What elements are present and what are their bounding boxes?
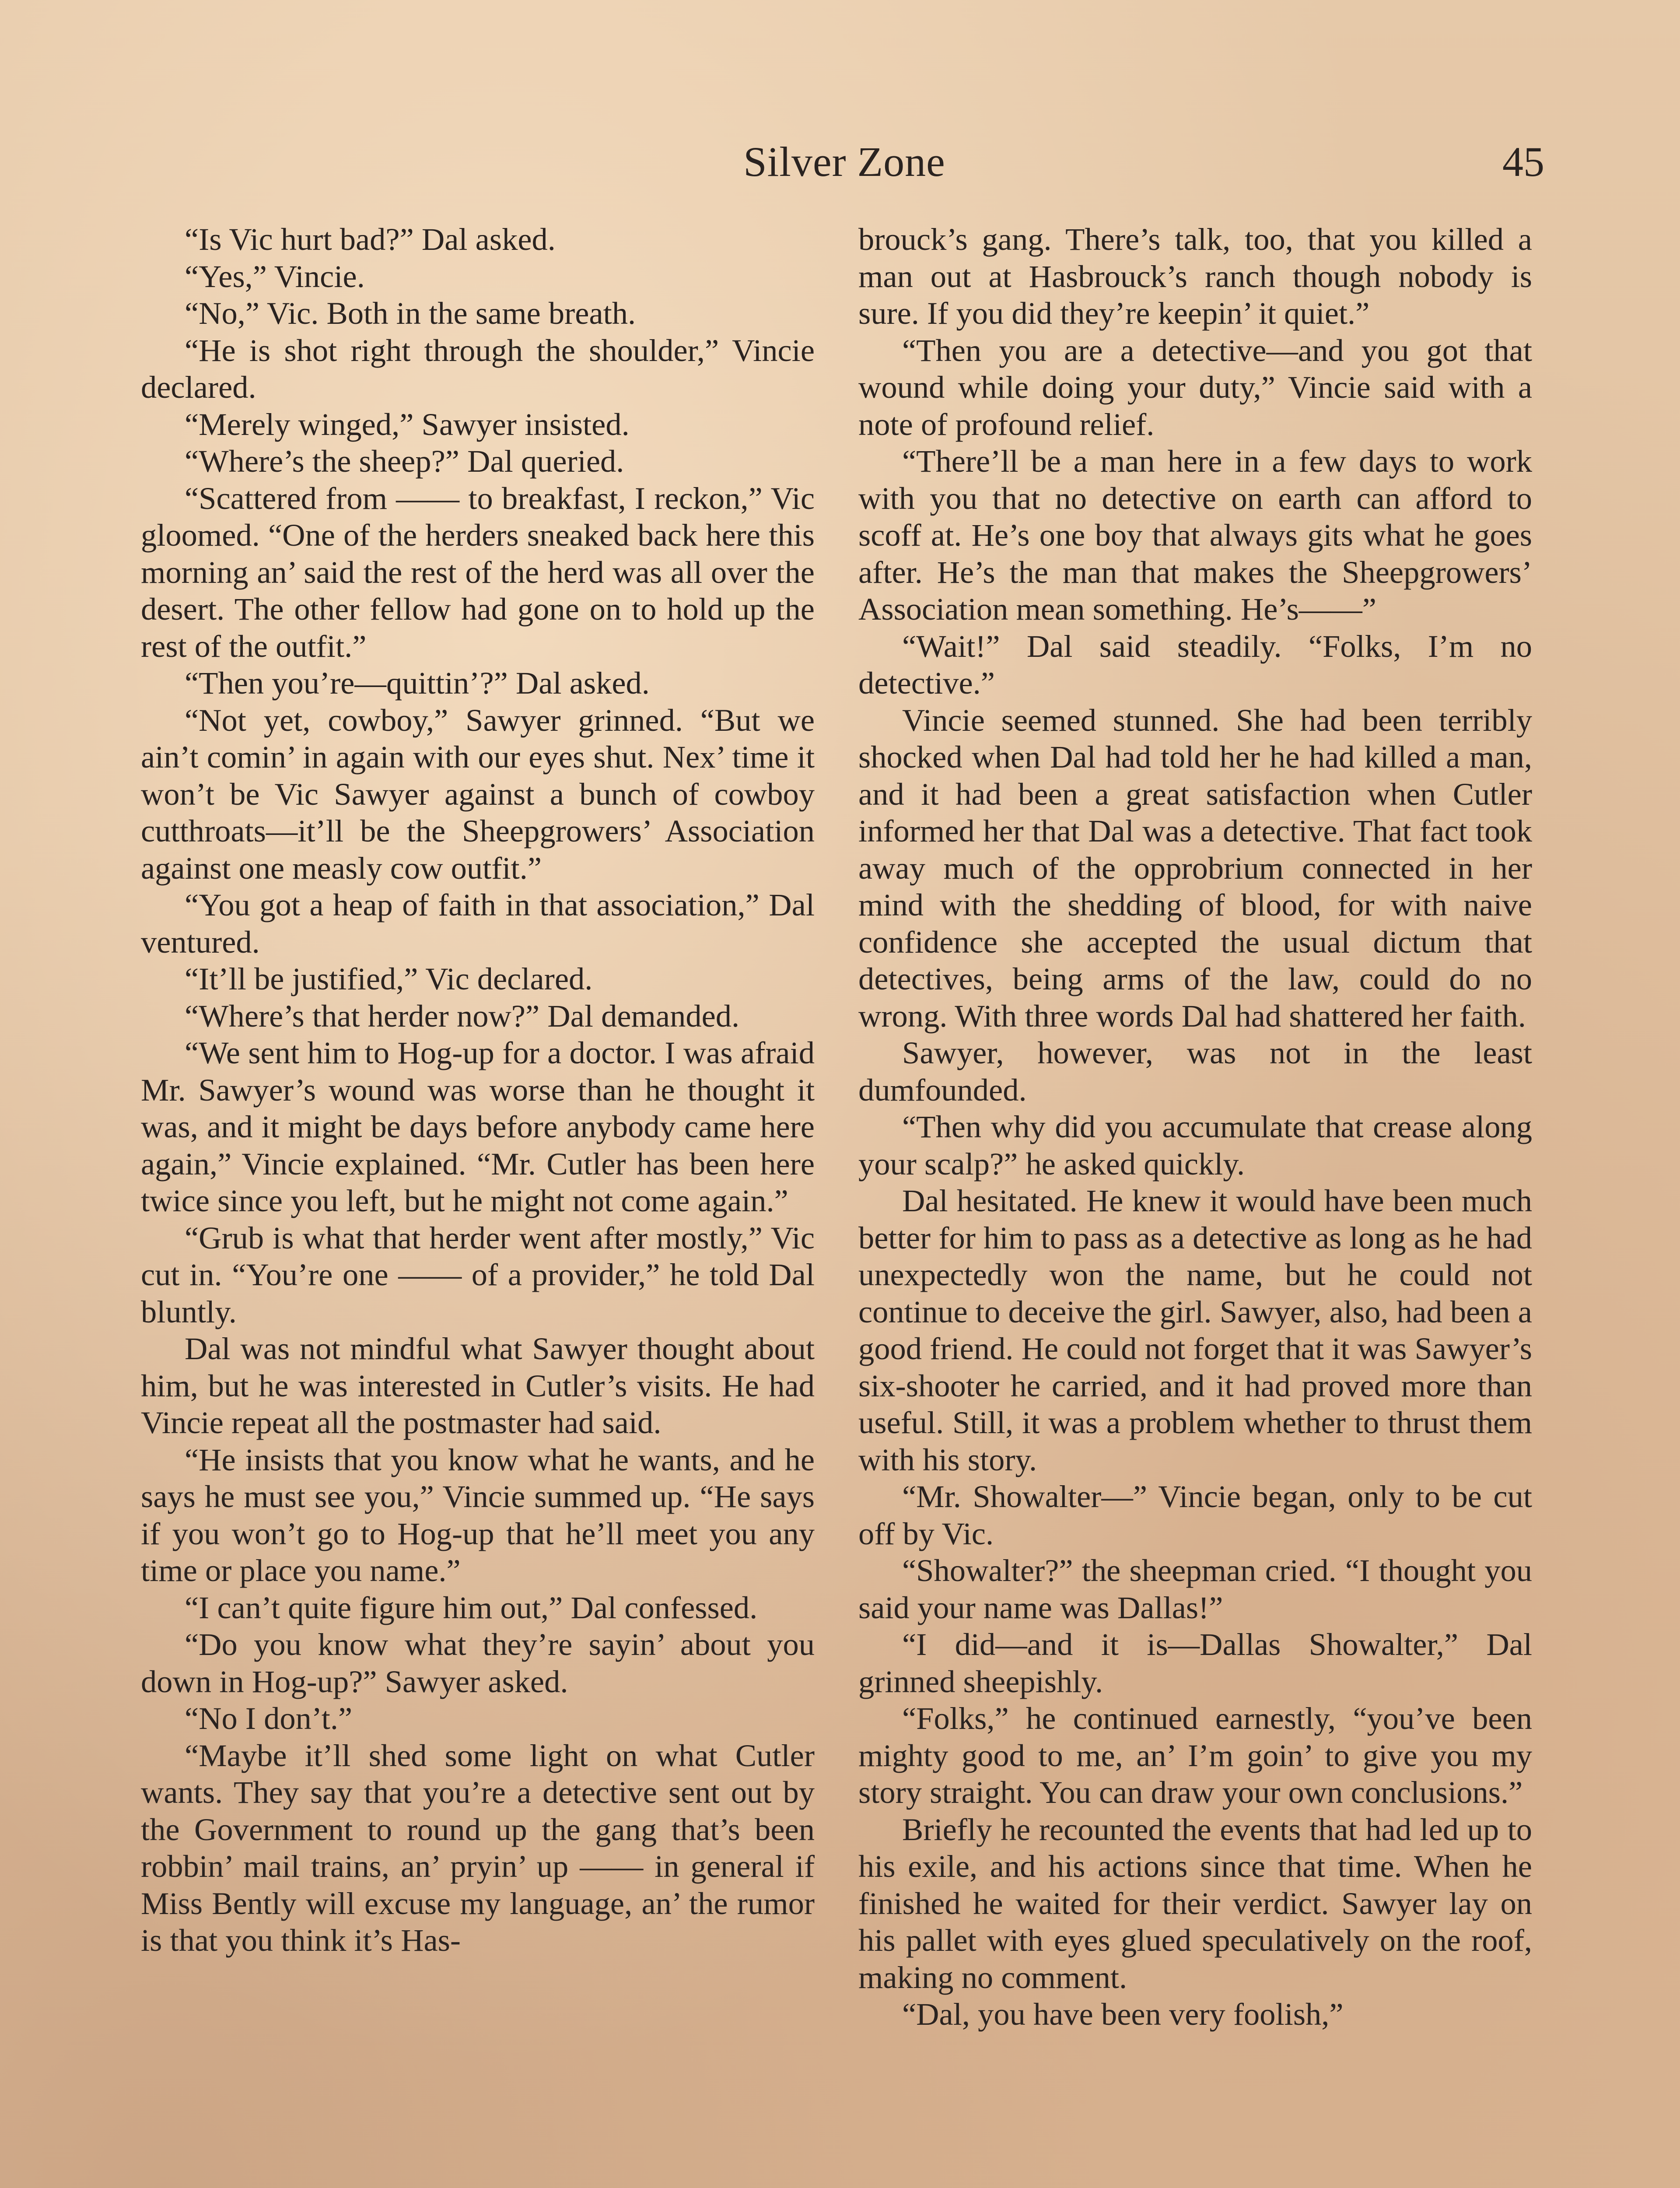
paragraph: “Then why did you accumulate that crease along your scalp?” he asked quickly. — [858, 1109, 1532, 1182]
paragraph: “Then you are a detective—and you got that wound while doing your duty,” Vincie said with a note of profound relief. — [858, 332, 1532, 442]
paragraph: “Wait!” Dal said steadily. “Folks, I’m no detective.” — [858, 628, 1532, 701]
paragraph: “Mr. Showalter—” Vincie began, only to be cut off by Vic. — [858, 1479, 1532, 1551]
right-column — [858, 221, 1532, 2033]
paragraph: “Folks,” he continued earnestly, “you’ve been mighty good to me, an’ I’m goin’ to give you my story straight. You can draw your own conclusions.” — [858, 1701, 1532, 1810]
page-number: 45 — [1502, 138, 1544, 185]
paragraph: “Is Vic hurt bad?” Dal asked. — [185, 221, 556, 257]
paragraph: “Merely winged,” Sawyer insisted. — [185, 406, 630, 442]
paragraph-continuation: brouck’s gang. There’s talk, too, that you killed a man out at Hasbrouck’s ranch though nobody is sure. If you did they’re keepin’ it quiet.” — [858, 221, 1532, 331]
paragraph: “No I don’t.” — [185, 1701, 353, 1736]
paragraph: “He is shot right through the shoulder,” Vincie declared. — [141, 332, 815, 405]
paragraph: Briefly he recounted the events that had led up to his exile, and his actions since that time. When he finished he waited for their verdict. Sawyer lay on his pallet with eyes glued speculatively on the roof, making no comment. — [858, 1811, 1532, 1995]
paragraph: “I did—and it is—Dallas Showalter,” Dal grinned sheepishly. — [858, 1627, 1532, 1699]
paragraph: “It’ll be justified,” Vic declared. — [185, 961, 593, 996]
paragraph: “Where’s the sheep?” Dal queried. — [185, 443, 624, 479]
paragraph: “Yes,” Vincie. — [185, 258, 365, 294]
paragraph: “Then you’re—quittin’?” Dal asked. — [185, 665, 650, 701]
paragraph: “He insists that you know what he wants, and he says he must see you,” Vincie summed up. “He says if you won’t go to Hog-up that he’ll meet you any time or place you name.” — [141, 1441, 815, 1588]
paragraph: “Scattered from —— to breakfast, I reckon,” Vic gloomed. “One of the herders sneaked back here this morning an’ said the rest of the herd was all over the desert. The other fellow had gone on to hold up the rest of the outfit.” — [141, 480, 815, 664]
running-title: Silver Zone — [743, 138, 945, 185]
paragraph: Dal hesitated. He knew it would have been much better for him to pass as a detective as long as he had unexpectedly won the name, but he could not continue to deceive the girl. Sawyer, also, had been a good friend. He could not forget that it was Sawyer’s six-shooter he carried, and it had proved more than useful. Still, it was a problem whether to thrust them with his story. — [858, 1183, 1532, 1477]
paragraph: “Where’s that herder now?” Dal demanded. — [185, 998, 740, 1034]
paragraph: Sawyer, however, was not in the least dumfounded. — [858, 1035, 1532, 1108]
paragraph: “No,” Vic. Both in the same breath. — [185, 295, 636, 331]
paragraph: “We sent him to Hog-up for a doctor. I was afraid Mr. Sawyer’s wound was worse than he thought it was, and it might be days before anybody came here again,” Vincie explained. “Mr. Cutler has been here twice since you left, but he might not come again.” — [141, 1035, 815, 1218]
paragraph: “Maybe it’ll shed some light on what Cutler wants. They say that you’re a detective sent out by the Government to round up the gang that’s been robbin’ mail trains, an’ pryin’ up —— in general if Miss Bently will excuse my language, an’ the rumor is that you think it’s Has- — [141, 1737, 815, 1958]
paragraph: “Not yet, cowboy,” Sawyer grinned. “But we ain’t comin’ in again with our eyes shut. Nex’ time it won’t be Vic Sawyer against a bunch of cowboy cutthroats—it’ll be the Sheepgrowers’ Association against one measly cow outfit.” — [141, 702, 815, 886]
paragraph: “Dal, you have been very foolish,” — [902, 1996, 1344, 2032]
paragraph: Dal was not mindful what Sawyer thought about him, but he was interested in Cutler’s visits. He had Vincie repeat all the postmaster had said. — [141, 1331, 815, 1440]
running-header — [0, 131, 1680, 193]
paragraph: “Do you know what they’re sayin’ about you down in Hog-up?” Sawyer asked. — [141, 1627, 815, 1699]
paragraph: “I can’t quite figure him out,” Dal confessed. — [185, 1589, 758, 1625]
paragraph: “You got a heap of faith in that association,” Dal ventured. — [141, 887, 815, 960]
left-column — [141, 221, 815, 1959]
paragraph: Vincie seemed stunned. She had been terribly shocked when Dal had told her he had killed a man, and it had been a great satisfaction when Cutler informed her that Dal was a detective. That fact took away much of the opprobrium connected in her mind with the shedding of blood, for with naive confidence she accepted the usual dictum that detectives, being arms of the law, could do no wrong. With three words Dal had shattered her faith. — [858, 702, 1532, 1034]
paragraph: “Showalter?” the sheepman cried. “I thought you said your name was Dallas!” — [858, 1553, 1532, 1625]
paragraph: “There’ll be a man here in a few days to work with you that no detective on earth can afford to scoff at. He’s one boy that always gits what he goes after. He’s the man that makes the Sheepgrowers’ Association mean something. He’s——” — [858, 443, 1532, 627]
paragraph: “Grub is what that herder went after mostly,” Vic cut in. “You’re one —— of a provider,” he told Dal bluntly. — [141, 1220, 815, 1329]
